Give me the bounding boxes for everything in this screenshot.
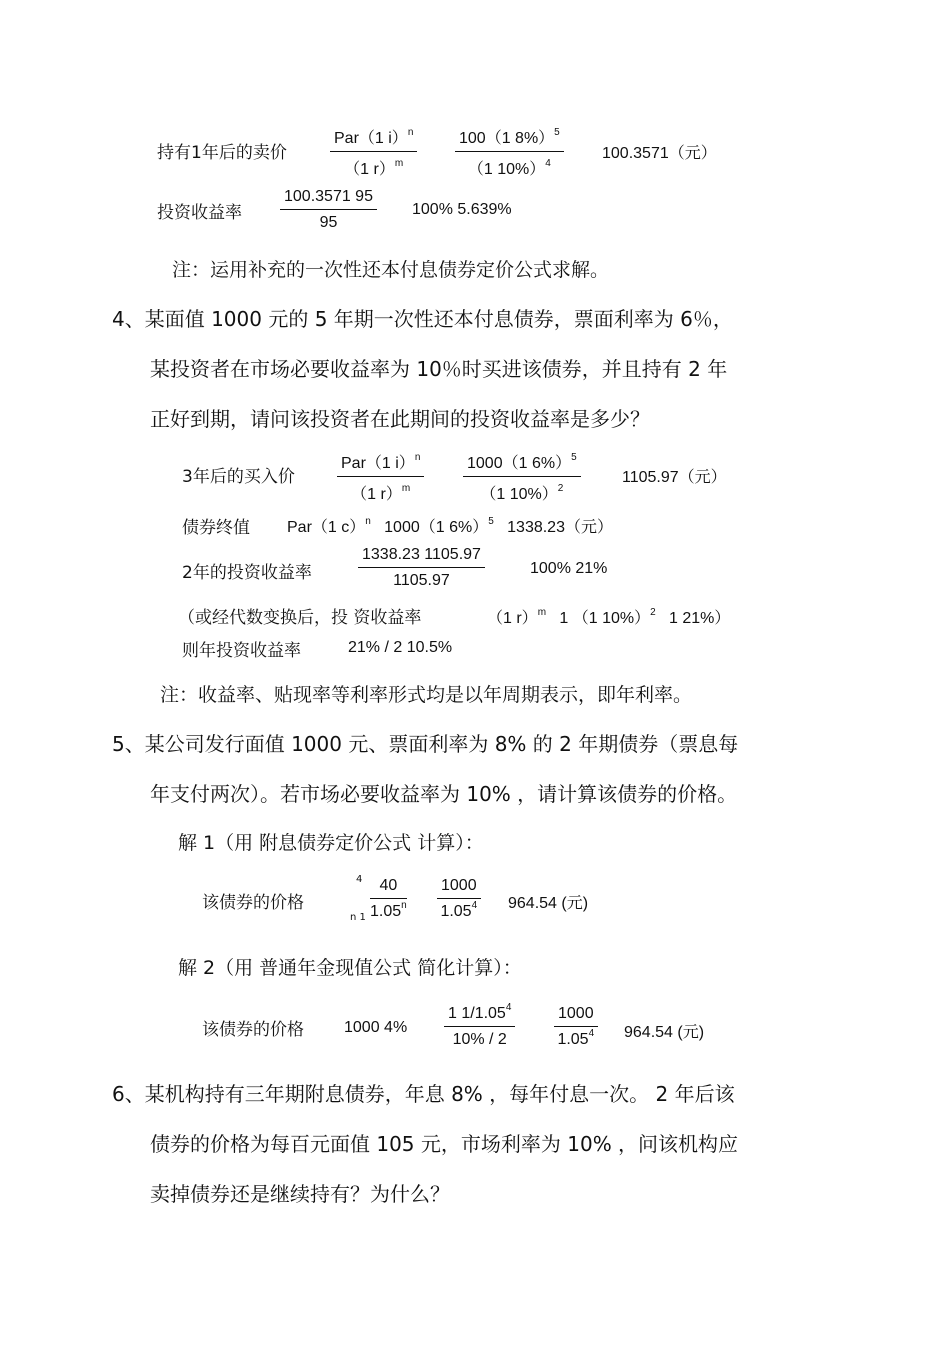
numerator: 100.3571 95 (280, 188, 377, 210)
denominator: 1105.97 (393, 572, 450, 589)
solution1-result: 964.54 (元) (508, 895, 589, 912)
solution2-result: 964.54 (元) (624, 1024, 705, 1041)
annual-yield-expression: 21% / 2 10.5% (348, 639, 453, 656)
sell-price-label: 持有1年后的卖价 (157, 143, 287, 163)
exponent: 5 (488, 516, 494, 527)
numerator: Par（1 i） (341, 455, 415, 472)
final-value-result: 1338.23（元） (507, 519, 613, 536)
q4-text-line2: 某投资者在市场必要收益率为 10％时买进该债券，并且持有 2 年 (150, 357, 728, 381)
exponent: 2 (650, 607, 656, 618)
buy-price-result: 1105.97（元） (622, 469, 727, 486)
final-value-label: 债券终值 (182, 518, 250, 538)
two-year-yield-fraction (358, 546, 485, 590)
buy-price-value-fraction (463, 450, 581, 504)
exponent: m (394, 158, 404, 169)
alt-yield-text: （或经代数变换后，投 资收益率 (178, 608, 422, 628)
sell-price-result: 100.3571（元） (602, 145, 717, 162)
solution2-title: 解 2（用 普通年金现值公式 简化计算）： (178, 957, 522, 979)
q4-text-line3: 正好到期，请问该投资者在此期间的投资收益率是多少？ (150, 407, 650, 431)
annual-yield-label: 则年投资收益率 (182, 641, 301, 661)
exponent: 4 (505, 1002, 512, 1013)
exponent: m (401, 483, 411, 494)
exponent: n (414, 452, 421, 463)
numerator: Par（1 i） (334, 130, 408, 147)
exponent: n (365, 516, 371, 527)
q4-note: 注：收益率、贴现率等利率形式均是以年周期表示，即年利率。 (160, 684, 693, 706)
exponent: 4 (545, 158, 551, 169)
exponent: 4 (588, 1028, 595, 1039)
exponent: 5 (571, 452, 577, 463)
numerator: 1338.23 1105.97 (358, 546, 485, 568)
final-expr-part: 1000（1 6%） (384, 519, 489, 536)
numerator: 100（1 8%） (459, 130, 555, 147)
summation-upper-limit: 4 (356, 874, 363, 885)
solution1-title: 解 1（用 附息债券定价公式 计算）： (178, 832, 484, 854)
denominator: （1 10%） (480, 486, 558, 503)
principal-pv-fraction (437, 877, 481, 921)
q5-text-line2: 年支付两次）。若市场必要收益率为 10% ，请计算该债券的价格。 (150, 782, 738, 806)
two-year-yield-label: 2年的投资收益率 (182, 563, 312, 583)
q4-text-line1: 4、某面值 1000 元的 5 年期一次性还本付息债券，票面利率为 6％， (112, 307, 733, 331)
final-value-expression (287, 514, 613, 537)
solution1-label: 该债券的价格 (202, 893, 304, 913)
numerator: 1000 (554, 1005, 598, 1027)
final-expr-part: Par（1 c） (287, 519, 366, 536)
exponent: n (407, 127, 414, 138)
buy-price-label: 3年后的买入价 (182, 467, 295, 487)
exponent: 5 (554, 127, 560, 138)
denominator: 1.05 (440, 903, 472, 920)
solution2-prefix: 1000 4% (344, 1019, 408, 1036)
sell-price-formula-fraction (330, 125, 417, 179)
exponent: m (537, 607, 547, 618)
denominator: （1 r） (344, 161, 395, 178)
sell-price-value-fraction (455, 125, 564, 179)
alt-expr-part: 1 （1 10%） (559, 610, 651, 627)
denominator: （1 r） (351, 486, 402, 503)
exponent: 4 (471, 900, 478, 911)
q6-text-line3: 卖掉债券还是继续持有？为什么？ (150, 1182, 450, 1206)
two-year-yield-result: 100% 21% (530, 560, 608, 577)
coupon-pv-fraction (370, 877, 407, 921)
summation-lower-limit: n 1 (350, 912, 366, 923)
q3-note: 注：运用补充的一次性还本付息债券定价公式求解。 (172, 259, 610, 281)
principal-pv-fraction-2 (554, 1005, 598, 1049)
numerator: 1 1/1.05 (448, 1005, 506, 1022)
denominator: （1 10%） (467, 161, 546, 178)
q6-text-line2: 债券的价格为每百元面值 105 元，市场利率为 10% ，问该机构应 (150, 1132, 739, 1156)
numerator: 1000（1 6%） (467, 455, 572, 472)
denominator: 1.05 (370, 903, 402, 920)
q5-text-line1: 5、某公司发行面值 1000 元、票面利率为 8% 的 2 年期债券（票息每 (112, 732, 739, 756)
alt-expr-part: 1 21%） (669, 610, 731, 627)
denominator: 10% / 2 (452, 1031, 507, 1048)
denominator: 95 (319, 214, 338, 231)
yield-label: 投资收益率 (157, 203, 242, 223)
alt-expr-part: （1 r） (487, 610, 538, 627)
alt-yield-expression (487, 605, 730, 628)
buy-price-formula-fraction (337, 450, 424, 504)
exponent: 2 (557, 483, 564, 494)
numerator: 1000 (437, 877, 481, 899)
numerator: 40 (370, 877, 407, 899)
denominator: 1.05 (557, 1031, 589, 1048)
q6-text-line1: 6、某机构持有三年期附息债券，年息 8% ，每年付息一次。 2 年后该 (112, 1082, 735, 1106)
exponent: n (401, 900, 407, 911)
yield-fraction (280, 188, 377, 232)
annuity-fraction (444, 1002, 515, 1049)
yield-result: 100% 5.639% (412, 201, 512, 218)
solution2-label: 该债券的价格 (202, 1020, 304, 1040)
